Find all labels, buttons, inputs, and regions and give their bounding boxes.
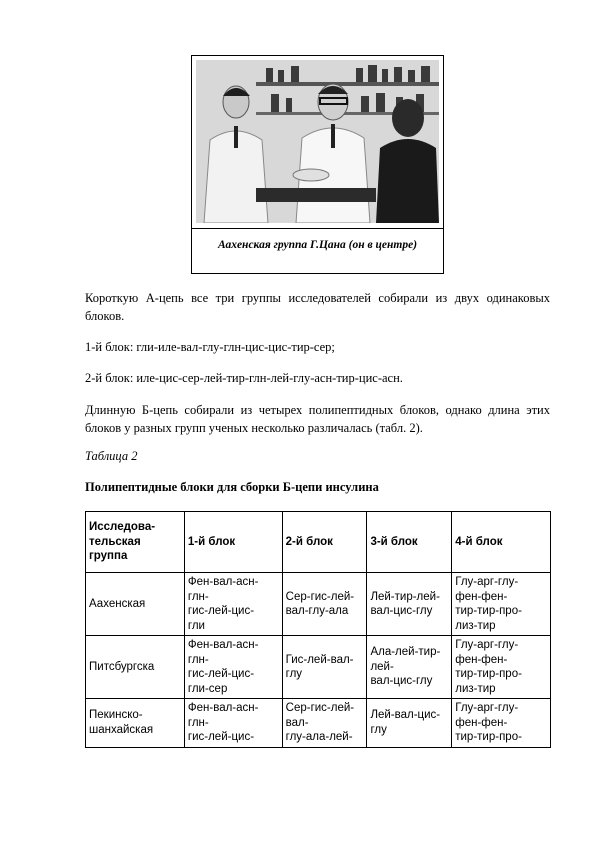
header-block-2: 2-й блок <box>282 512 367 573</box>
header-block-4: 4-й блок <box>452 512 551 573</box>
figure-divider <box>192 228 443 229</box>
header-group: Исследова- тельская группа <box>86 512 185 573</box>
table-row <box>86 636 551 699</box>
cell-block-1: Фен-вал-асн- глн- гис-лей-цис- <box>184 699 282 748</box>
table-title: Полипептидные блоки для сборки Б-цепи инсулина <box>85 480 379 494</box>
paragraph-block-2: 2-й блок: иле-цис-сер-лей-тир-глн-лей-глу-асн-тир-цис-асн. <box>85 371 403 385</box>
cell-group: Аахенская <box>86 573 185 636</box>
header-block-1: 1-й блок <box>184 512 282 573</box>
cell-block-2: Сер-гис-лей- вал-глу-ала <box>282 573 367 636</box>
cell-block-4: Глу-арг-глу- фен-фен- тир-тир-про- <box>452 699 551 748</box>
cell-block-4: Глу-арг-глу- фен-фен- тир-тир-про- лиз-тир <box>452 636 551 699</box>
paragraph-a-chain: Короткую А-цепь все три группы исследователей собирали из двух одинаковых блоков. <box>85 291 550 323</box>
cell-block-3: Лей-тир-лей- вал-цис-глу <box>367 573 452 636</box>
blocks-table <box>85 511 551 748</box>
table-header-row <box>86 512 551 573</box>
figure-caption: Аахенская группа Г.Цана (он в центре) <box>217 239 418 251</box>
cell-block-3: Ала-лей-тир- лей- вал-цис-глу <box>367 636 452 699</box>
cell-block-3: Лей-вал-цис- глу <box>367 699 452 748</box>
table-row <box>86 699 551 748</box>
page-bottom-margin <box>0 770 595 842</box>
paragraph-block-1: 1-й блок: гли-иле-вал-глу-глн-цис-цис-тир-сер; <box>85 340 335 354</box>
cell-block-2: Гис-лей-вал- глу <box>282 636 367 699</box>
paragraph-b-chain: Длинную Б-цепь собирали из четырех полипептидных блоков, однако длина этих блоков у разных групп ученых несколько различалась (табл. 2). <box>85 403 550 435</box>
cell-block-4: Глу-арг-глу- фен-фен- тир-тир-про- лиз-тир <box>452 573 551 636</box>
cell-block-1: Фен-вал-асн- глн- гис-лей-цис- гли <box>184 573 282 636</box>
cell-block-2: Сер-гис-лей- вал- глу-ала-лей- <box>282 699 367 748</box>
figure-box <box>191 55 444 274</box>
group-photo-illustration <box>196 60 439 223</box>
table-row <box>86 573 551 636</box>
group-photo <box>196 60 439 223</box>
cell-group: Пекинско- шанхайская <box>86 699 185 748</box>
cell-group: Питсбургска <box>86 636 185 699</box>
cell-block-1: Фен-вал-асн- глн- гис-лей-цис- гли-сер <box>184 636 282 699</box>
table-label: Таблица 2 <box>85 449 138 463</box>
header-block-3: 3-й блок <box>367 512 452 573</box>
